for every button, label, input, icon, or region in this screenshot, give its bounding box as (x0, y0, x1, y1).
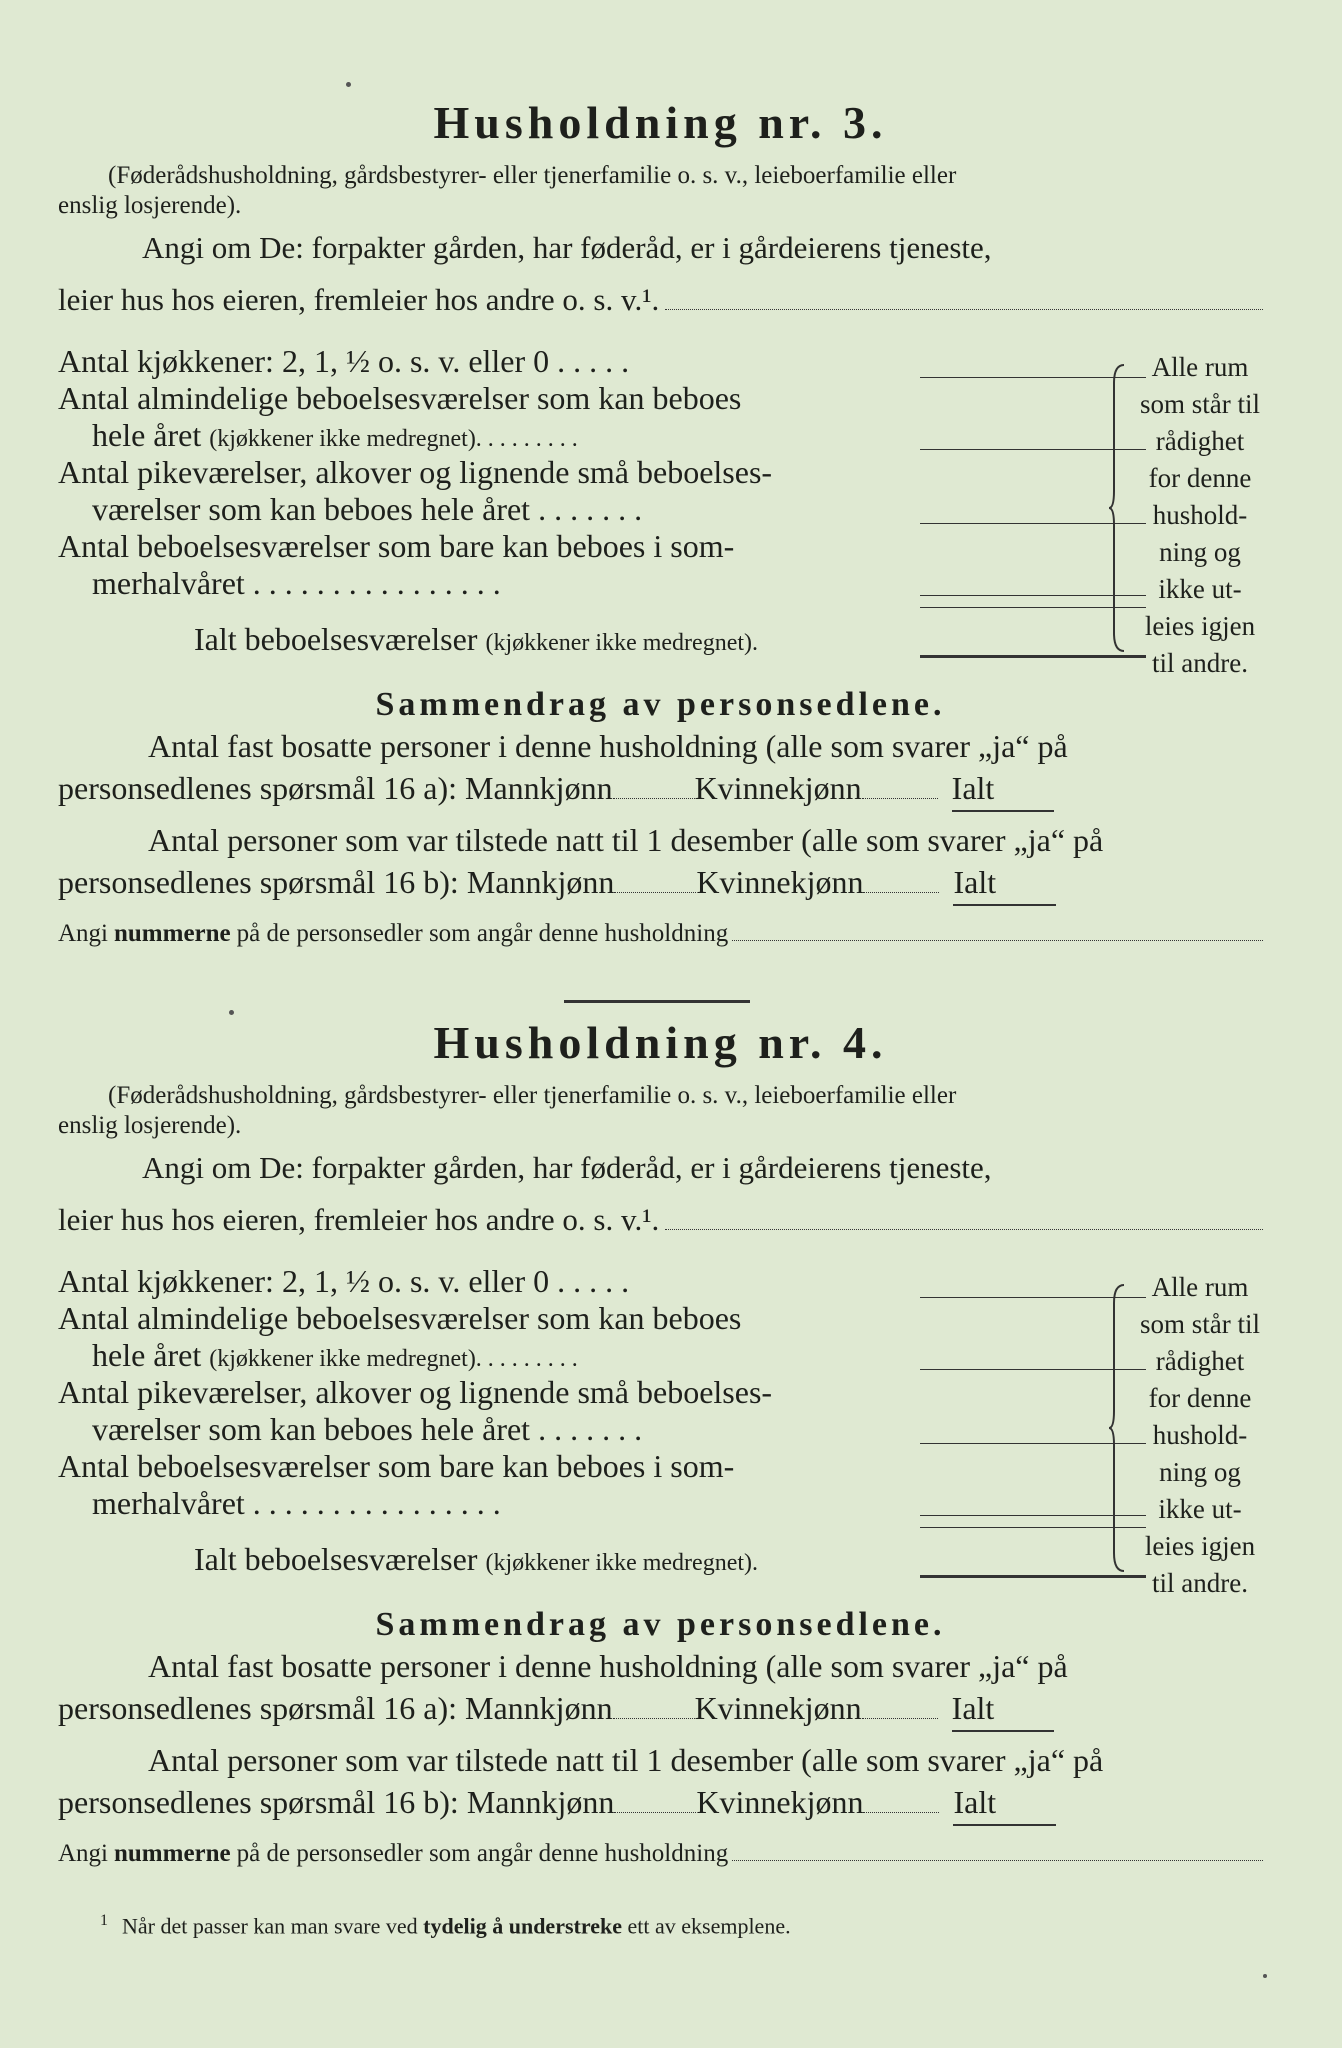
household-type-note: (Føderådshusholdning, gårdsbestyrer- eller tjenerfamilie o. s. v., leieboerfamilie eller (108, 1082, 957, 1109)
household-type-note-cont: enslig losjerende). (58, 1112, 242, 1139)
side-note-line: til andre. (1152, 648, 1248, 678)
person-numbers-row (58, 914, 1263, 954)
fixed-female-field[interactable] (862, 1717, 938, 1719)
person-numbers-post: på de personsedler som angår denne husholdning (236, 1839, 729, 1867)
maid-rooms-line2: værelser som kan beboes hele året . . . . . . . (92, 491, 643, 527)
maid-rooms-line1: Antal pikeværelser, alkover og lignende små beboelses- (58, 454, 773, 490)
ordinary-rooms-main: hele året (92, 1337, 202, 1373)
fixed-residents-question: Antal fast bosatte personer i denne husholdning (alle som svarer „ja“ på (148, 727, 1068, 764)
side-note-line: ikke ut- (1158, 574, 1242, 604)
footnote-text-pre: Når det passer kan man svare ved (122, 1913, 418, 1939)
summer-rooms-line1: Antal beboelsesværelser som bare kan beboes i som- (58, 528, 735, 564)
fixed-male-label: personsedlenes spørsmål 16 a): Mannkjønn (58, 769, 613, 806)
fixed-female-label: Kvinnekjønn (694, 769, 862, 806)
fixed-total-field[interactable]: Ialt (952, 766, 1055, 812)
brace-icon (1108, 1283, 1126, 1573)
total-rooms-answer-field[interactable] (920, 1575, 1146, 1578)
footnote-text-bold: tydelig å understreke (423, 1913, 622, 1939)
present-male-field[interactable] (614, 1811, 696, 1813)
fixed-male-field[interactable] (613, 1717, 695, 1719)
present-male-label: personsedlenes spørsmål 16 b): Mannkjønn (58, 863, 615, 900)
tenure-answer-row (58, 1201, 1263, 1239)
side-note-line: til andre. (1152, 1568, 1248, 1598)
ordinary-rooms-question (58, 1300, 918, 1378)
fixed-total-field[interactable]: Ialt (952, 1686, 1055, 1732)
ordinary-rooms-note: (kjøkkener ikke medregnet). . . . . . . . . (209, 1346, 578, 1372)
paper-speck (229, 1010, 234, 1015)
household-3-section (58, 97, 1263, 954)
present-female-field[interactable] (863, 891, 939, 893)
person-numbers-post: på de personsedler som angår denne husholdning (236, 919, 729, 947)
total-rooms-main: Ialt beboelsesværelser (194, 621, 478, 657)
household-title: Husholdning nr. 3. (433, 97, 888, 148)
tenure-question-cont: leier hus hos eieren, fremleier hos andre o. s. v.¹. (58, 1202, 660, 1237)
side-note-line: leies igjen (1144, 1531, 1256, 1561)
total-rooms-note: (kjøkkener ikke medregnet). (485, 1550, 759, 1576)
present-total-field[interactable]: Ialt (953, 860, 1056, 906)
side-note-line: hushold- (1152, 1420, 1248, 1450)
summer-rooms-question (58, 1448, 918, 1522)
maid-rooms-question (58, 454, 918, 528)
summary-title: Sammendrag av personsedlene. (375, 1606, 946, 1643)
present-male-field[interactable] (614, 891, 696, 893)
fixed-residents-question: Antal fast bosatte personer i denne husholdning (alle som svarer „ja“ på (148, 1647, 1068, 1684)
side-note-line: Alle rum (1151, 1272, 1249, 1302)
present-female-label: Kvinnekjønn (696, 1783, 864, 1820)
tenure-question: Angi om De: forpakter gården, har føderåd, er i gårdeierens tjeneste, (142, 1150, 992, 1185)
total-rooms-main: Ialt beboelsesværelser (194, 1541, 478, 1577)
person-numbers-bold: nummerne (114, 1839, 231, 1867)
rooms-block (58, 1263, 1263, 1598)
footnote (100, 1912, 791, 1939)
maid-rooms-line1: Antal pikeværelser, alkover og lignende små beboelses- (58, 1374, 773, 1410)
brace-icon (1108, 363, 1126, 653)
present-persons-question: Antal personer som var tilstede natt til 1 desember (alle som svarer „ja“ på (148, 1741, 1104, 1778)
present-total-field[interactable]: Ialt (953, 1780, 1056, 1826)
footnote-text-post: ett av eksemplene. (627, 1913, 791, 1939)
household-type-note: (Føderådshusholdning, gårdsbestyrer- eller tjenerfamilie o. s. v., leieboerfamilie eller (108, 162, 957, 189)
tenure-question-cont: leier hus hos eieren, fremleier hos andre o. s. v.¹. (58, 282, 660, 317)
kitchens-question: Antal kjøkkener: 2, 1, ½ o. s. v. eller 0 . . . . . (58, 343, 630, 379)
side-note-line: Alle rum (1151, 352, 1249, 382)
total-rooms-label (194, 1541, 758, 1578)
ordinary-rooms-question (58, 380, 918, 458)
fixed-female-field[interactable] (862, 797, 938, 799)
present-female-field[interactable] (863, 1811, 939, 1813)
maid-rooms-question (58, 1374, 918, 1448)
side-note-line: som står til (1140, 1309, 1260, 1339)
tenure-question: Angi om De: forpakter gården, har føderåd, er i gårdeierens tjeneste, (142, 230, 992, 265)
total-rooms-note: (kjøkkener ikke medregnet). (485, 630, 759, 656)
person-numbers-field[interactable] (732, 1859, 1263, 1861)
ordinary-rooms-line2 (58, 417, 918, 458)
side-note-line: for denne (1148, 1383, 1252, 1413)
rooms-side-note (1130, 1269, 1270, 1602)
person-numbers-bold: nummerne (114, 919, 231, 947)
total-rooms-answer-field[interactable] (920, 655, 1146, 658)
maid-rooms-line2: værelser som kan beboes hele året . . . . . . . (92, 1411, 643, 1447)
household-title: Husholdning nr. 4. (433, 1017, 888, 1068)
person-numbers-pre: Angi (58, 919, 108, 947)
present-persons-question: Antal personer som var tilstede natt til 1 desember (alle som svarer „ja“ på (148, 821, 1104, 858)
rooms-block (58, 343, 1263, 678)
fixed-residents-answer-row (58, 766, 1263, 812)
summer-rooms-line1: Antal beboelsesværelser som bare kan beboes i som- (58, 1448, 735, 1484)
side-note-line: som står til (1140, 389, 1260, 419)
footnote-mark: 1 (100, 1912, 108, 1929)
side-note-line: ning og (1159, 537, 1241, 567)
ordinary-rooms-line2 (58, 1337, 918, 1378)
fixed-residents-answer-row (58, 1686, 1263, 1732)
side-note-line: for denne (1148, 463, 1252, 493)
side-note-line: ning og (1159, 1457, 1241, 1487)
tenure-answer-row (58, 281, 1263, 319)
tenure-answer-field[interactable] (665, 308, 1263, 310)
household-type-note-cont: enslig losjerende). (58, 192, 242, 219)
paper-speck (346, 82, 351, 87)
rooms-side-note (1130, 349, 1270, 682)
household-4-section (58, 1017, 1263, 1874)
person-numbers-row (58, 1834, 1263, 1874)
present-female-label: Kvinnekjønn (696, 863, 864, 900)
person-numbers-field[interactable] (732, 939, 1263, 941)
summary-title: Sammendrag av personsedlene. (375, 686, 946, 723)
ordinary-rooms-line1: Antal almindelige beboelsesværelser som kan beboes (58, 380, 742, 416)
side-note-line: rådighet (1155, 426, 1245, 456)
fixed-female-label: Kvinnekjønn (694, 1689, 862, 1726)
kitchens-question: Antal kjøkkener: 2, 1, ½ o. s. v. eller 0 . . . . . (58, 1263, 630, 1299)
section-divider (564, 1000, 750, 1003)
total-rooms-label (194, 621, 758, 658)
ordinary-rooms-line1: Antal almindelige beboelsesværelser som kan beboes (58, 1300, 742, 1336)
summer-rooms-question (58, 528, 918, 602)
present-persons-answer-row (58, 1780, 1263, 1826)
side-note-line: hushold- (1152, 500, 1248, 530)
side-note-line: leies igjen (1144, 611, 1256, 641)
tenure-answer-field[interactable] (665, 1228, 1263, 1230)
fixed-male-field[interactable] (613, 797, 695, 799)
paper-speck (1263, 1974, 1267, 1978)
side-note-line: ikke ut- (1158, 1494, 1242, 1524)
fixed-male-label: personsedlenes spørsmål 16 a): Mannkjønn (58, 1689, 613, 1726)
ordinary-rooms-note: (kjøkkener ikke medregnet). . . . . . . . . (209, 426, 578, 452)
summer-rooms-line2: merhalvåret . . . . . . . . . . . . . . . . (92, 565, 501, 601)
present-persons-answer-row (58, 860, 1263, 906)
side-note-line: rådighet (1155, 1346, 1245, 1376)
present-male-label: personsedlenes spørsmål 16 b): Mannkjønn (58, 1783, 615, 1820)
person-numbers-pre: Angi (58, 1839, 108, 1867)
ordinary-rooms-main: hele året (92, 417, 202, 453)
summer-rooms-line2: merhalvåret . . . . . . . . . . . . . . . . (92, 1485, 501, 1521)
